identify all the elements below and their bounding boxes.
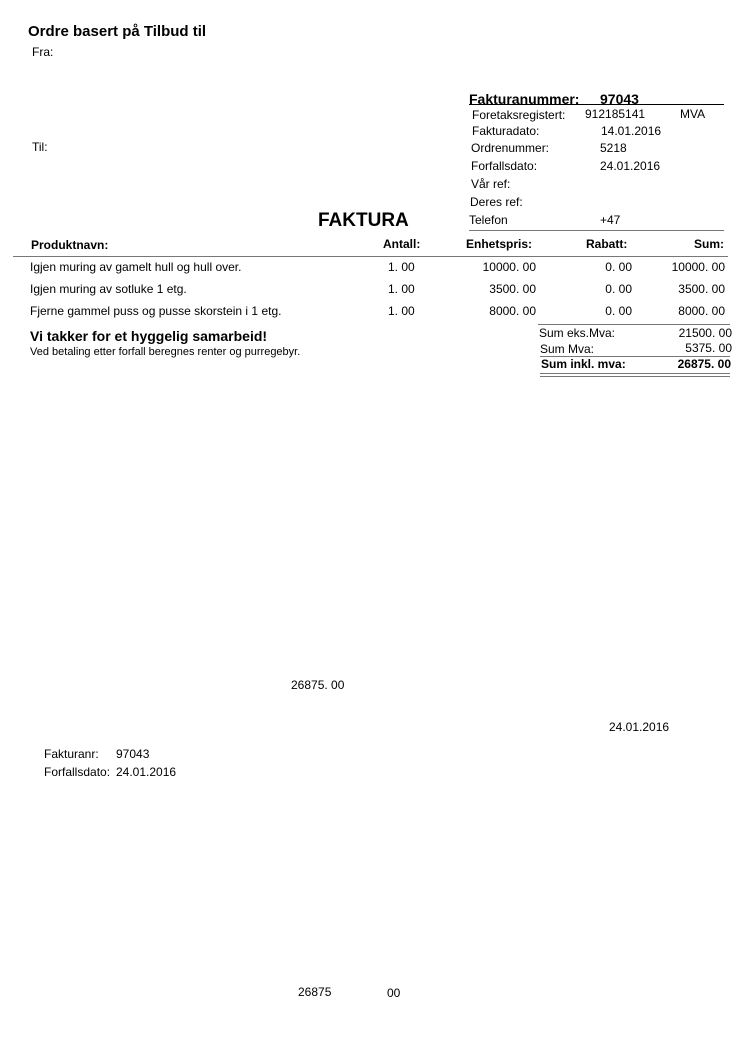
giro-ore: 00 [387, 986, 401, 1000]
doc-type-heading: FAKTURA [318, 210, 409, 231]
table-row [0, 304, 742, 320]
document-title: Ordre basert på Tilbud til [28, 23, 207, 40]
their-ref-label: Deres ref: [470, 195, 523, 209]
row-product: Igjen muring av gamelt hull og hull over. [30, 260, 242, 274]
order-number: 5218 [600, 141, 627, 155]
invoice-number: 97043 [600, 91, 639, 107]
row-qty: 1. 00 [388, 260, 415, 274]
invoice-date: 14.01.2016 [601, 124, 662, 138]
org-number: 912185141 [585, 107, 646, 121]
row-discount: 0. 00 [605, 282, 632, 296]
row-unit-price: 8000. 00 [489, 304, 536, 318]
payment-terms: Ved betaling etter forfall beregnes renter og purregebyr. [30, 346, 301, 358]
sum-ex-vat: 21500. 00 [678, 326, 732, 340]
from-label: Fra: [32, 45, 54, 59]
table-row [0, 282, 742, 298]
giro-due-label: Forfallsdato: [44, 765, 111, 779]
row-sum: 8000. 00 [678, 304, 725, 318]
table-row [0, 260, 742, 276]
giro-invoice-nr-label: Fakturanr: [44, 747, 99, 761]
order-number-label: Ordrenummer: [471, 141, 550, 155]
col-product-header: Produktnavn: [31, 238, 109, 252]
row-sum: 3500. 00 [678, 282, 725, 296]
giro-kroner: 26875 [298, 985, 332, 999]
row-qty: 1. 00 [388, 282, 415, 296]
row-discount: 0. 00 [605, 304, 632, 318]
org-label: Foretaksregistert: [472, 108, 566, 122]
sum-vat: 5375. 00 [685, 341, 732, 355]
col-qty-header: Antall: [383, 237, 421, 251]
col-discount-header: Rabatt: [586, 237, 628, 251]
vat-label: MVA [680, 107, 706, 121]
giro-invoice-nr: 97043 [116, 747, 150, 761]
sum-vat-label: Sum Mva: [540, 342, 595, 356]
row-sum: 10000. 00 [671, 260, 725, 274]
row-discount: 0. 00 [605, 260, 632, 274]
giro-due-date: 24.01.2016 [609, 720, 670, 734]
sum-inc-vat-label: Sum inkl. mva: [541, 357, 626, 371]
giro-due-value: 24.01.2016 [116, 765, 177, 779]
due-date-label: Forfallsdato: [471, 159, 538, 173]
col-sum-header: Sum: [694, 237, 724, 251]
invoice-date-label: Fakturadato: [472, 124, 540, 138]
thanks-message: Vi takker for et hyggelig samarbeid! [30, 328, 268, 344]
to-label: Til: [32, 140, 48, 154]
row-qty: 1. 00 [388, 304, 415, 318]
row-unit-price: 3500. 00 [489, 282, 536, 296]
giro-amount: 26875. 00 [291, 678, 345, 692]
invoice-number-label: Fakturanummer: [469, 91, 580, 107]
row-product: Igjen muring av sotluke 1 etg. [30, 282, 187, 296]
row-unit-price: 10000. 00 [482, 260, 536, 274]
sum-ex-vat-label: Sum eks.Mva: [539, 326, 616, 340]
row-product: Fjerne gammel puss og pusse skorstein i 1 etg. [30, 304, 282, 318]
our-ref-label: Vår ref: [471, 177, 511, 191]
phone: +47 [600, 213, 621, 227]
phone-label: Telefon [469, 213, 508, 227]
due-date: 24.01.2016 [600, 159, 661, 173]
col-unitprice-header: Enhetspris: [466, 237, 533, 251]
sum-inc-vat: 26875. 00 [677, 357, 731, 371]
